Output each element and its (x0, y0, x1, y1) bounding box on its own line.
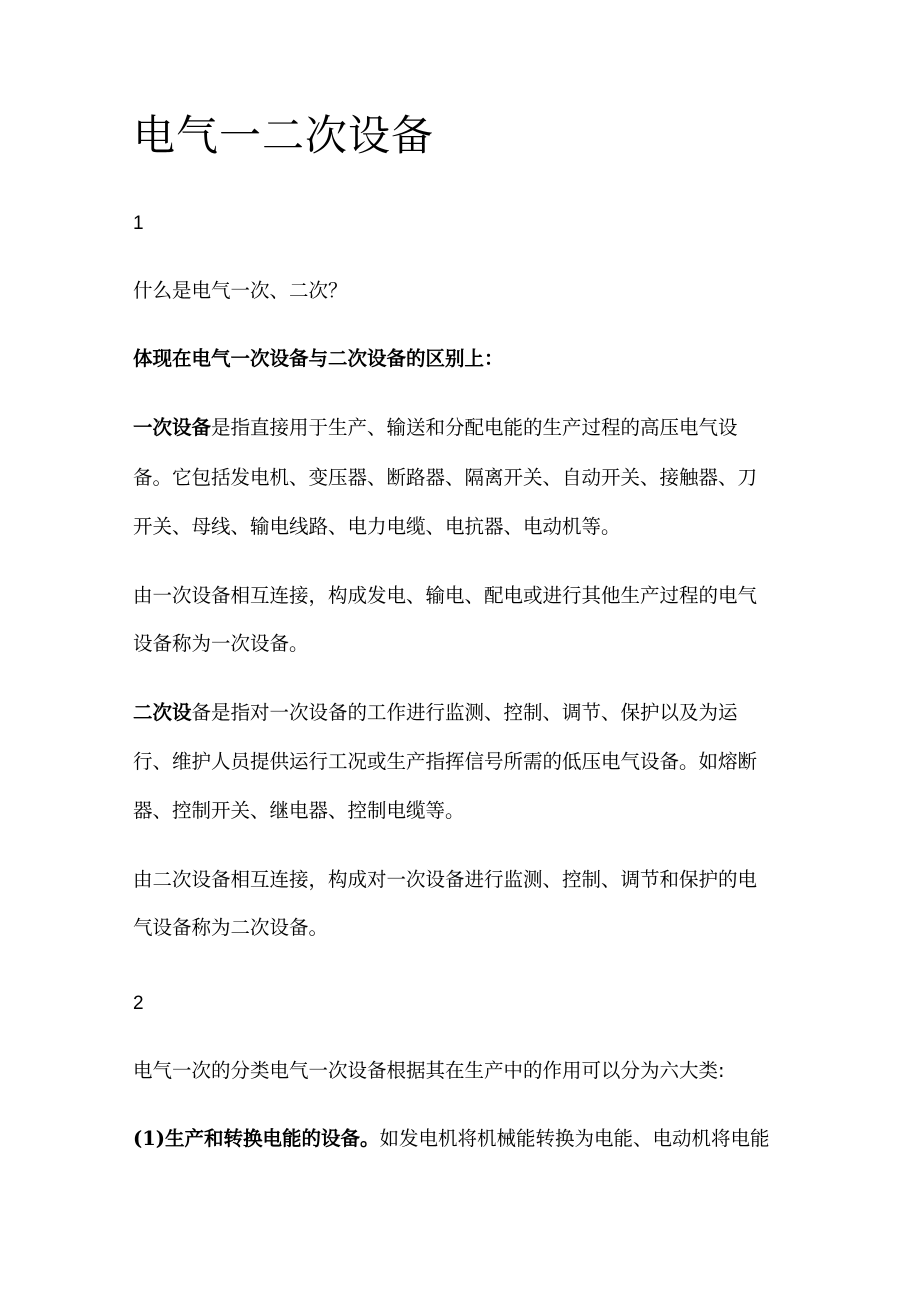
primary-definition-line-1: 由一次设备相互连接，构成发电、输电、配电或进行其他生产过程的电气 (133, 584, 758, 607)
secondary-definition-line-2: 气设备称为二次设备。 (133, 916, 329, 939)
item-1-line (133, 1125, 770, 1153)
secondary-device-term: 二次设 (133, 701, 192, 724)
item-1-label: (1)生产和转换电能的设备。 (133, 1127, 380, 1150)
primary-device-paragraph-line-2: 备。它包括发电机、变压器、断路器、隔离开关、自动开关、接触器、刀 (133, 466, 758, 489)
primary-device-paragraph-line-3: 开关、母线、输电线路、电力电缆、电抗器、电动机等。 (133, 515, 621, 538)
primary-device-term: 一次设备 (133, 416, 212, 439)
primary-device-paragraph-line-1 (133, 414, 738, 442)
secondary-device-paragraph-line-2: 行、维护人员提供运行工况或生产指挥信号所需的低压电气设备。如熔断 (133, 750, 758, 773)
intro-heading: 体现在电气一次设备与二次设备的区别上： (133, 347, 504, 370)
document-title: 电气一二次设备 (133, 111, 435, 160)
item-1-text: 如发电机将机械能转换为电能、电动机将电能 (379, 1127, 770, 1150)
primary-device-text: 是指直接用于生产、输送和分配电能的生产过程的高压电气设 (211, 416, 738, 439)
section-number-2: 2 (133, 993, 144, 1014)
primary-definition-line-2: 设备称为一次设备。 (133, 632, 309, 655)
secondary-device-text: 备是指对一次设备的工作进行监测、控制、调节、保护以及为运 (191, 701, 738, 724)
question-line: 什么是电气一次、二次？ (133, 279, 348, 302)
secondary-definition-line-1: 由二次设备相互连接，构成对一次设备进行监测、控制、调节和保护的电 (133, 868, 758, 891)
section-number-1: 1 (133, 213, 144, 234)
secondary-device-paragraph-line-3: 器、控制开关、继电器、控制电缆等。 (133, 799, 465, 822)
classification-line: 电气一次的分类电气一次设备根据其在生产中的作用可以分为六大类: (133, 1059, 725, 1082)
secondary-device-paragraph-line-1 (133, 699, 738, 727)
